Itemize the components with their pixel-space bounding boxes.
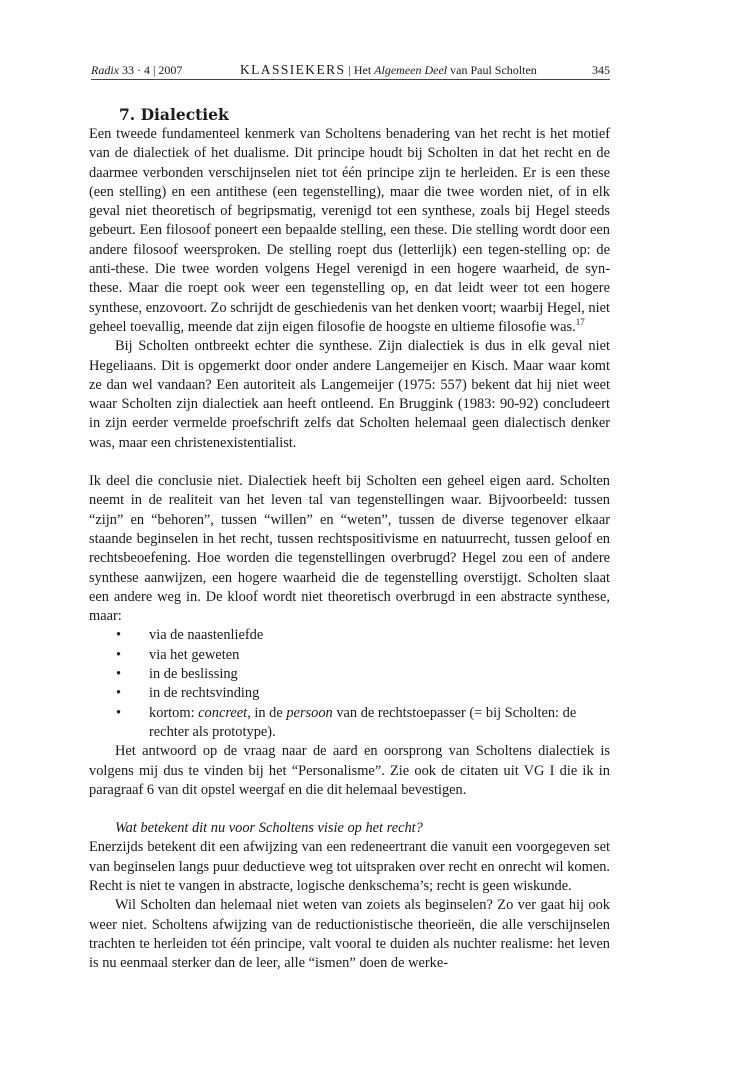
bullet-icon: •: [116, 685, 122, 702]
list-item-text: kortom:: [149, 704, 199, 721]
article-body: [89, 105, 610, 973]
list-item: [89, 665, 610, 684]
bullet-icon: •: [116, 627, 122, 644]
running-header: [91, 61, 610, 80]
title-rest: van Paul Scholten: [447, 63, 537, 77]
paragraph-2: Bij Scholten ontbreekt echter die synthese. Zijn dialectiek is dus in elk geval niet Hegeliaans. Dit is opgemerkt door onder andere Langemeijer en Kisch. Maar waar komt ze dan wel vandaan? Een autoriteit als Langemeijer (1975: 557) bekent dat hij niet weet waar Scholten zijn dialectiek aan heeft ontleend. En Bruggink (1983: 90-92) concludeert in zijn eerder vermelde proefschrift zelfs dat Scholten helemaal geen dialectisch denker was, maar een christenexistentialist.: [89, 338, 610, 451]
emphasis-persoon: persoon: [286, 704, 333, 721]
emphasis-concreet: concreet: [198, 704, 248, 721]
list-item-text: , in de: [247, 704, 287, 721]
subheading: Wat betekent dit nu voor Scholtens visie op het recht?: [115, 820, 423, 837]
journal-info: [91, 63, 182, 78]
list-item: [89, 704, 610, 743]
paragraph-gap: [89, 800, 610, 819]
paragraph-1-text: Een tweede fundamenteel kenmerk van Scholtens benadering van het recht is het motief van de dialectiek of het dualisme. Dit principe houdt bij Scholten in dat het recht en de daarmee verbonden verschijnselen niet tot één principe zijn te herleiden. Er is een these (een stelling) en een antithese (een tegenstelling), maar die twee worden niet, of in elk geval niet theoretisch of begripsmatig, verenigd tot een synthese, zoals bij Hegel steeds gebeurt. Een filosoof poneert een bepaalde stelling, een these. Die stelling wordt door een andere filosoof weersproken. De stelling roept dus (letterlijk) een tegen-stelling op: de anti-these. Die twee worden volgens Hegel verenigd in een hogere waarheid, de syn-these. Maar die roept ook weer een tegenstelling op, en dat leidt weer tot een hogere synthese, enzovoort. Zo schrijdt de geschiedenis van het denken voort; waarbij Hegel, niet geheel toevallig, meende dat zijn eigen filosofie de hoogste en ultieme filosofie was.: [89, 126, 610, 335]
paragraph-6: Wil Scholten dan helemaal niet weten van zoiets als beginselen? Zo ver gaat hij ook weer niet. Scholtens afwijzing van de reductionistische theorieën, die alle verschijnselen trachten te herleiden tot één principe, valt vooral te duiden als nuchter realisme: het leven is nu eenmaal sterker dan de leer, alle “ismen” doen de werke-: [89, 897, 610, 972]
paragraph-gap: [89, 453, 610, 472]
paragraph-4: Het antwoord op de vraag naar de aard en oorsprong van Scholtens dialectiek is volgens mij dus te vinden bij het “Personalisme”. Zie ook de citaten uit VG I die ik in paragraaf 6 van dit opstel weergaf en die dit helemaal bevestigen.: [89, 743, 610, 798]
section-name: KLASSIEKERS: [240, 62, 346, 77]
list-item-text: via de naastenliefde: [149, 627, 264, 644]
paragraph-1: [89, 125, 610, 337]
list-item-text: in de rechtsvinding: [149, 685, 260, 702]
list-item-text: in de beslissing: [149, 666, 238, 683]
list-item: [89, 626, 610, 645]
bullet-icon: •: [116, 666, 122, 683]
title-italic: Algemeen Deel: [374, 63, 448, 77]
list-item: [89, 684, 610, 703]
list-item-text: via het geweten: [149, 646, 240, 663]
paragraph-5: Enerzijds betekent dit een afwijzing van een redeneertrant die vanuit een voorgegeven set van beginselen langs puur deductieve weg tot uitspraken over recht en onrecht wil komen. Recht is niet te vangen in abstracte, logische denkschema’s; recht is geen wiskunde.: [89, 839, 610, 894]
footnote-ref: 17: [575, 317, 585, 328]
page-number: 345: [592, 63, 610, 77]
bullet-list: [89, 626, 610, 742]
bullet-icon: •: [116, 704, 122, 721]
section-heading: 7. Dialectiek: [119, 105, 229, 124]
journal-name: Radix: [91, 63, 119, 77]
article-title: [240, 62, 537, 78]
paragraph-3: Ik deel die conclusie niet. Dialectiek heeft bij Scholten een geheel eigen aard. Scholten neemt in de realiteit van het leven tal van tegenstellingen waar. Bijvoorbeeld: tussen “zijn” en “behoren”, tussen “willen” en “weten”, tussen de diverse tegenover elkaar staande beginselen in het recht, tussen rechtspositivisme en natuurrecht, tussen geloof en rechtsbeoefening. Hoe worden die tegenstellingen overbrugd? Hegel zou een of andere synthese aanwijzen, een hogere waarheid die de tegenstelling overstijgt. Scholten slaat een andere weg in. De kloof wordt niet theoretisch overbrugd in een abstracte synthese, maar:: [89, 473, 610, 625]
list-item-text: van de rechtstoepasser (= bij Scholten: de rechter als prototype).: [149, 704, 577, 740]
list-item: [89, 646, 610, 665]
bullet-icon: •: [116, 646, 122, 663]
issue-number: 33 · 4 | 2007: [122, 63, 183, 77]
title-separator: | Het: [345, 63, 375, 77]
